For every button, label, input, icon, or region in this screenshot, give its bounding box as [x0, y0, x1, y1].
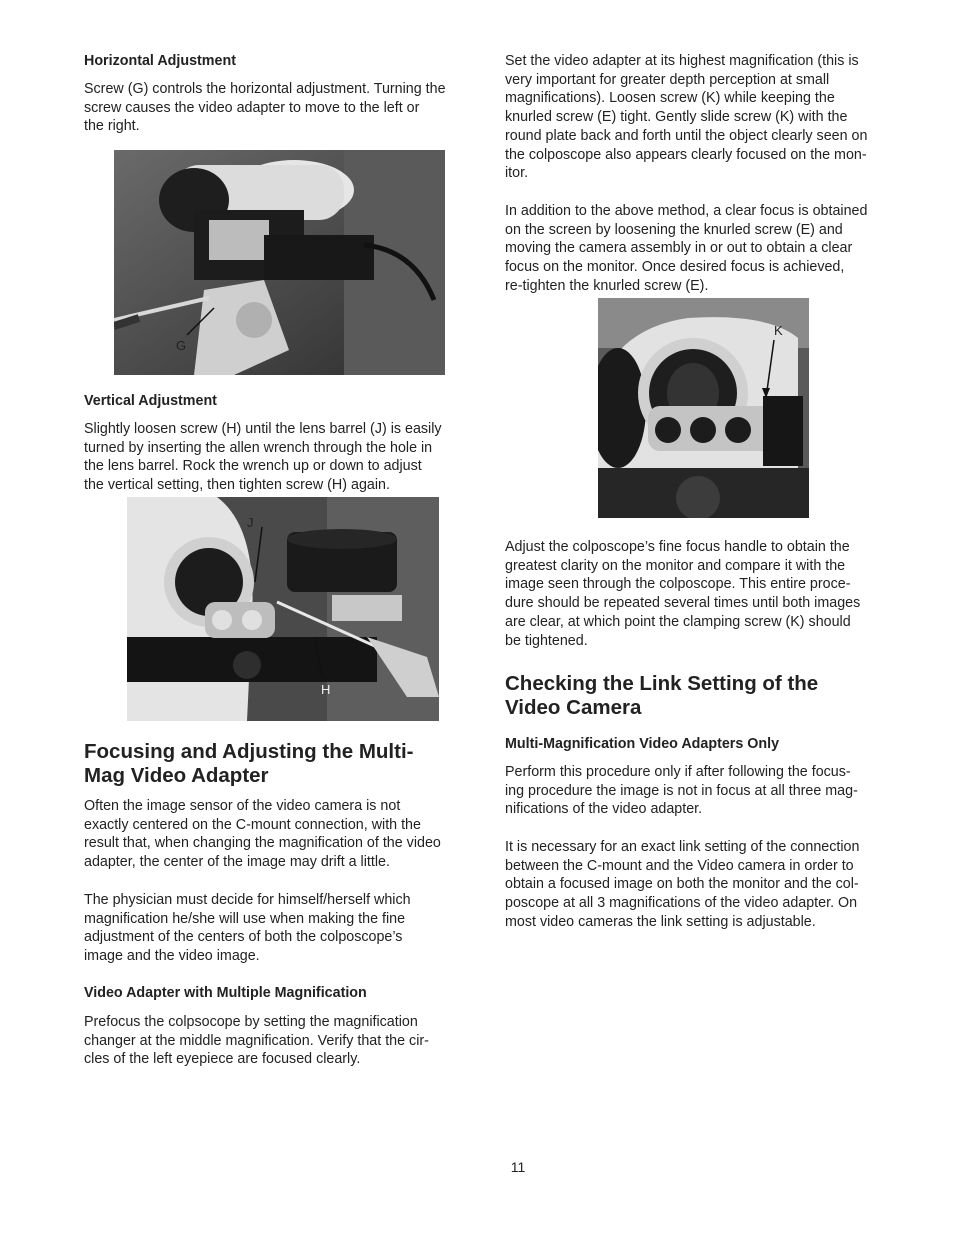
photo-label-j: J: [247, 515, 254, 530]
vertical-adjustment-text: Slightly loosen screw (H) until the lens barrel (J) is easily turned by inserting the allen wrench through the hole in the lens barrel. Rock the wrench up or down to adjust the vertical setting, then tighten screw (H) again.: [84, 421, 442, 494]
multiple-magnification-text: Prefocus the colpsocope by setting the magnification changer at the middle magnification. Verify that the cir- cles of the left eyepiece are focused clearly.: [84, 1014, 429, 1068]
photo-label-h: H: [321, 682, 331, 697]
clamping-screw-photo: [598, 298, 809, 518]
highest-magnification-text: Set the video adapter at its highest magnification (this is very important for greater depth perception at small magnifications). Loosen screw (K) while keeping the knurled screw (E) tight. Gently slide screw (K) with the round plate back and forth until the object clearly seen on the colposcope also appears clearly focused on the mon- itor.: [505, 53, 868, 182]
photo-label-k: K: [774, 323, 783, 338]
link-setting-text-2: It is necessary for an exact link setting of the connection between the C-mount and the Video camera in order to obtain a focused image on both the monitor and the col- poscope at all 3 magnifications of the video adapter. On most video cameras the link setting is adjustable.: [505, 839, 860, 930]
multiple-magnification-heading: Video Adapter with Multiple Magnification: [84, 985, 367, 1001]
horizontal-adjustment-text: Screw (G) controls the horizontal adjustment. Turning the screw causes the video adapter to move to the left or the right.: [84, 81, 446, 135]
vertical-adjustment-heading: Vertical Adjustment: [84, 393, 217, 409]
link-setting-heading: Checking the Link Setting of the Video Camera: [505, 672, 819, 719]
link-setting-text-1: Perform this procedure only if after following the focus- ing procedure the image is not in focus at all three mag- nifications of the video adapter.: [505, 764, 858, 818]
photo-label-g: G: [176, 338, 187, 353]
focusing-text-1: Often the image sensor of the video camera is not exactly centered on the C-mount connection, with the result that, when changing the magnification of the video adapter, the center of the image may drift a little.: [84, 798, 441, 871]
focusing-section-heading: Focusing and Adjusting the Multi- Mag Video Adapter: [84, 740, 414, 787]
horizontal-adjustment-photo: [114, 150, 445, 375]
multi-magnification-only-heading: Multi-Magnification Video Adapters Only: [505, 736, 780, 752]
vertical-adjustment-photo: [127, 497, 439, 721]
page-number: 11: [510, 1159, 526, 1175]
knurled-screw-text: In addition to the above method, a clear focus is obtained on the screen by loosening the knurled screw (E) and moving the camera assembly in or out to obtain a clear focus on the monitor. Once desired focus is achieved, re-tighten the knurled screw (E).: [505, 203, 868, 294]
focusing-text-2: The physician must decide for himself/herself which magnification he/she will use when making the fine adjustment of the centers of both the colposcope’s image and the video image.: [84, 892, 411, 965]
horizontal-adjustment-heading: Horizontal Adjustment: [84, 53, 236, 69]
fine-focus-text: Adjust the colposcope’s fine focus handle to obtain the greatest clarity on the monitor and compare it with the image seen through the colposcope. This entire proce- dure should be repeated several times until both images are clear, at which point the clamping screw (K) should be tightened.: [505, 539, 861, 649]
